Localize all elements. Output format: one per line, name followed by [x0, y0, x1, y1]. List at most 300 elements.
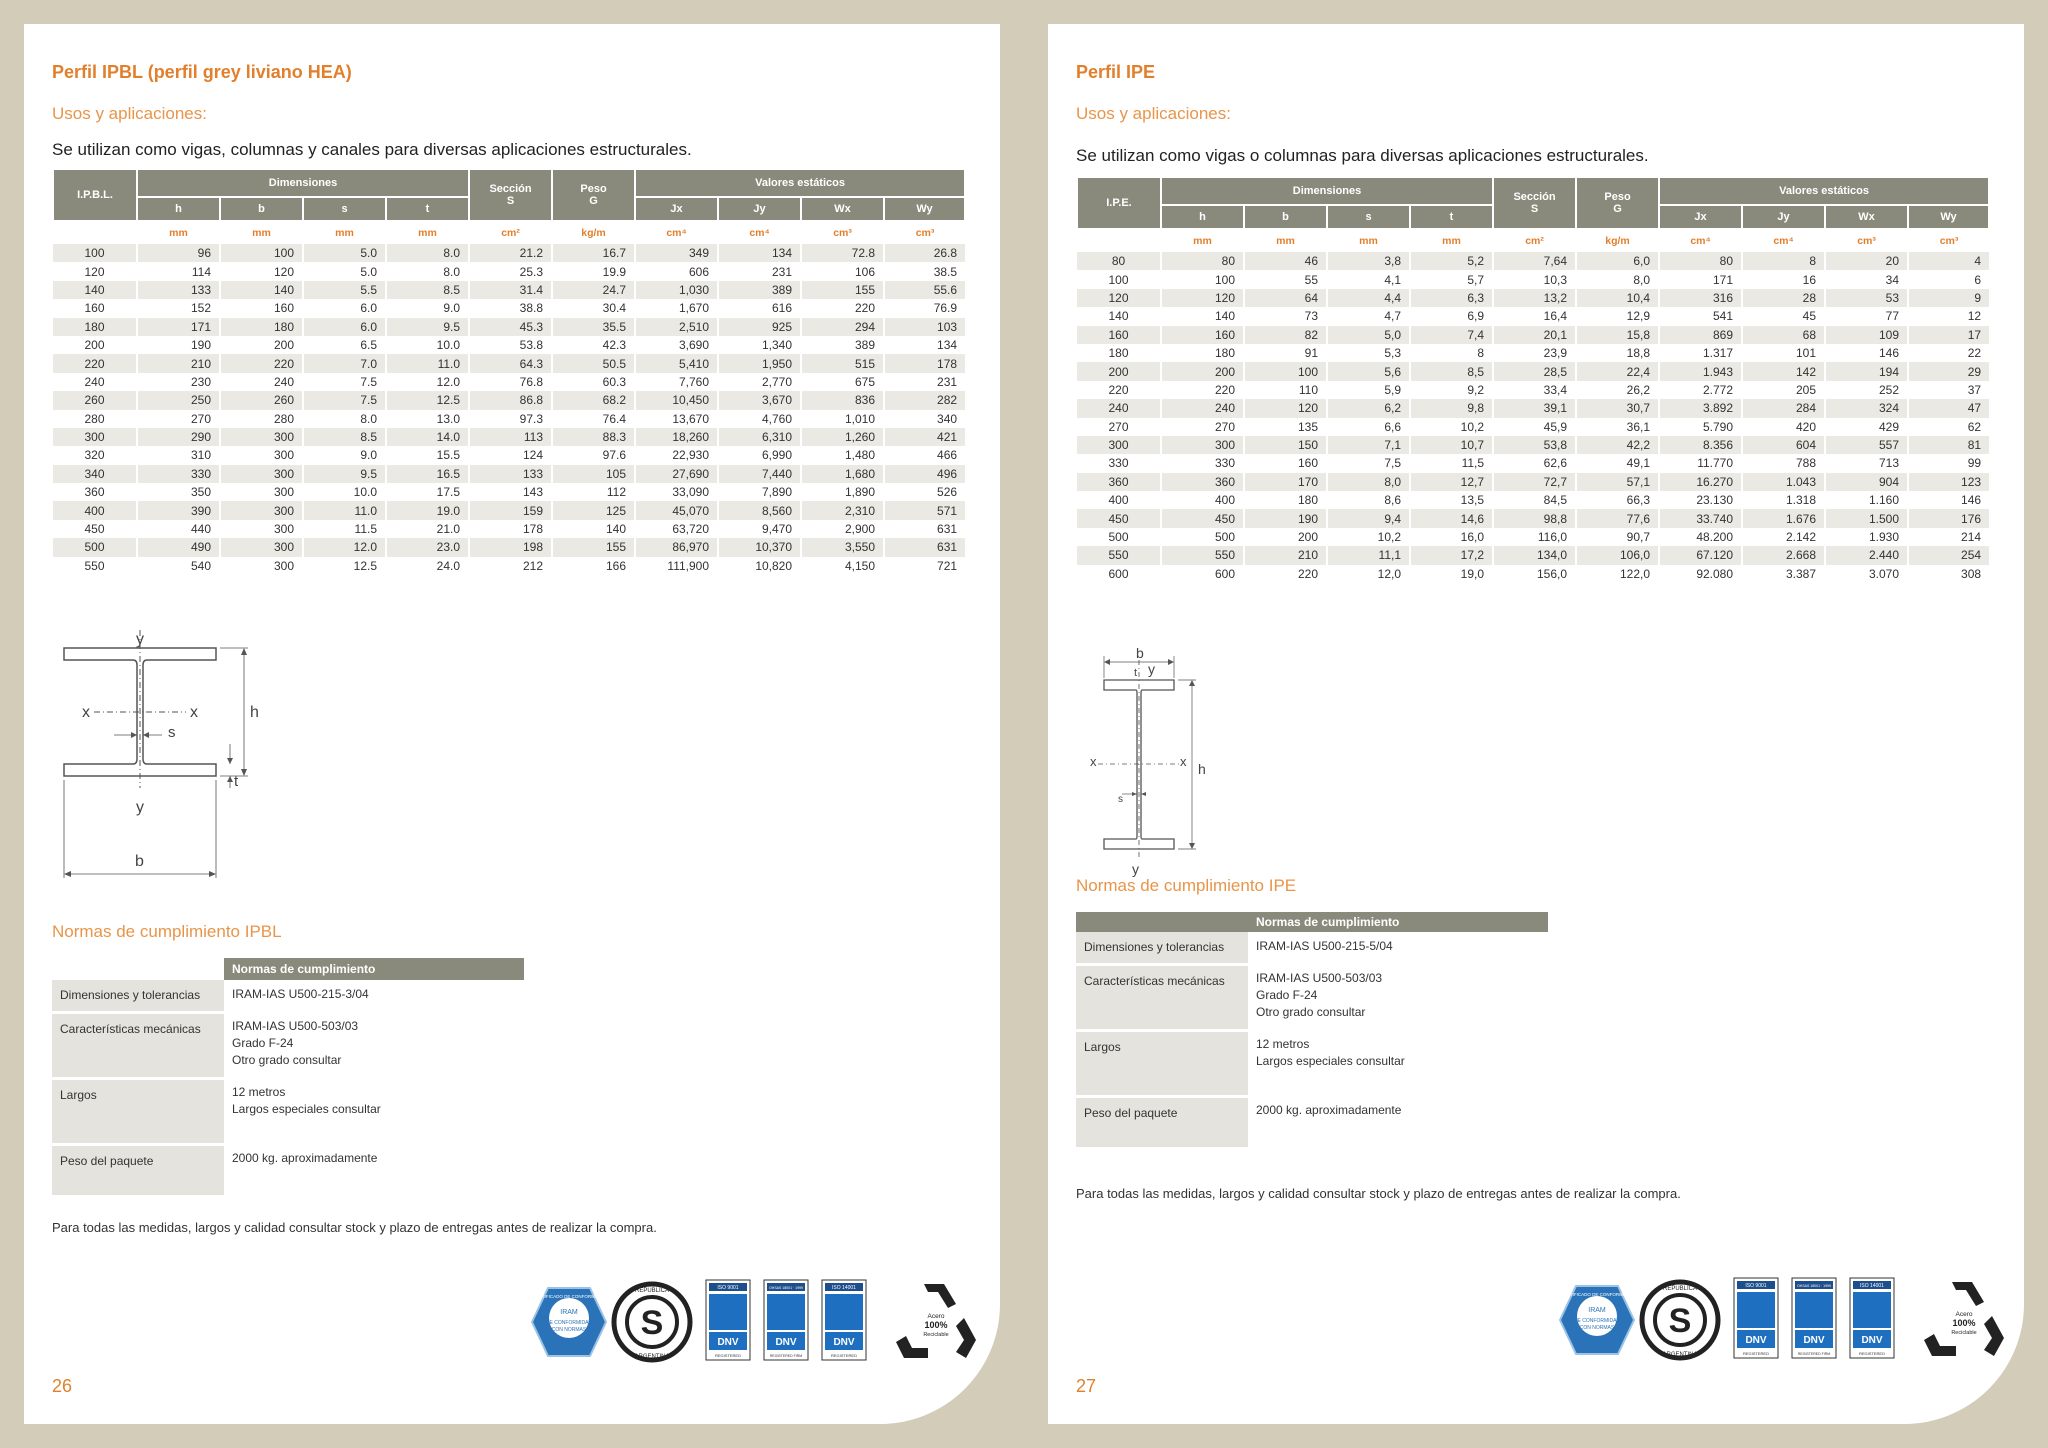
table-row — [1077, 546, 1989, 564]
table-cell: 90,7 — [1576, 528, 1659, 546]
table-cell: 53.8 — [469, 336, 552, 354]
table-cell: 11.0 — [386, 354, 469, 372]
table-cell: 440 — [137, 520, 220, 538]
table-cell: 10.0 — [303, 483, 386, 501]
table-cell: 8.5 — [303, 428, 386, 446]
dnv-iso14001-badge — [1850, 1278, 1894, 1358]
table-cell: 27,690 — [635, 465, 718, 483]
table-cell: 16.7 — [552, 244, 635, 262]
table-cell: 68 — [1742, 326, 1825, 344]
table-row — [1077, 289, 1989, 307]
norma-label: Características mecánicas — [1076, 964, 1248, 1030]
cert-logos — [1552, 1270, 2012, 1370]
col-wy: Wy — [1908, 205, 1989, 229]
svg-text:100%: 100% — [1952, 1318, 1976, 1328]
table-cell: 10.0 — [386, 336, 469, 354]
table-cell: 19,0 — [1410, 565, 1493, 583]
table-cell: 84,5 — [1493, 491, 1576, 509]
table-cell: 2.668 — [1742, 546, 1825, 564]
table-row — [53, 281, 965, 299]
table-cell: 631 — [884, 520, 965, 538]
table-cell: 310 — [137, 446, 220, 464]
table-cell: 190 — [137, 336, 220, 354]
table-cell: 490 — [137, 538, 220, 556]
ipbl-section-diagram — [44, 612, 314, 882]
table-cell: 97.3 — [469, 410, 552, 428]
table-cell: 300 — [220, 428, 303, 446]
svg-text:S: S — [1668, 1302, 1692, 1340]
table-cell: 57,1 — [1576, 473, 1659, 491]
table-cell: 925 — [718, 318, 801, 336]
dnv-iso14001-badge — [822, 1280, 866, 1360]
table-row — [53, 410, 965, 428]
table-cell: 7,440 — [718, 465, 801, 483]
table-cell: 6,3 — [1410, 289, 1493, 307]
table-cell: 92.080 — [1659, 565, 1742, 583]
table-cell: 109 — [1825, 326, 1908, 344]
table-cell: 1,950 — [718, 354, 801, 372]
table-cell: 77,6 — [1576, 509, 1659, 527]
table-cell: 140 — [1161, 307, 1244, 325]
table-row — [1077, 436, 1989, 454]
ipbl-table — [52, 168, 966, 575]
table-cell: 140 — [220, 281, 303, 299]
table-cell: 134 — [718, 244, 801, 262]
table-cell: 1,030 — [635, 281, 718, 299]
table-cell: 713 — [1825, 454, 1908, 472]
table-cell: 180 — [1108, 346, 1129, 361]
table-cell: 15.5 — [386, 446, 469, 464]
table-cell: 400 — [1108, 493, 1129, 508]
table-cell: 35.5 — [552, 318, 635, 336]
table-cell: 1,670 — [635, 299, 718, 317]
svg-text:Acero: Acero — [927, 1313, 945, 1320]
table-cell: 134 — [884, 336, 965, 354]
norma-value: IRAM-IAS U500-215-5/04 — [1256, 939, 1393, 953]
table-cell: 7,4 — [1410, 326, 1493, 344]
table-cell: 4,1 — [1327, 270, 1410, 288]
table-cell: 123 — [1908, 473, 1989, 491]
table-cell: 101 — [1742, 344, 1825, 362]
table-cell: 80 — [1077, 252, 1161, 270]
table-cell: 22,4 — [1576, 362, 1659, 380]
ipe-table — [1076, 176, 1990, 583]
table-cell: 19.9 — [552, 262, 635, 280]
table-cell: 349 — [635, 244, 718, 262]
table-cell: 12 — [1908, 307, 1989, 325]
table-cell: 73 — [1244, 307, 1327, 325]
table-cell: 390 — [137, 501, 220, 519]
table-cell: 1.943 — [1659, 362, 1742, 380]
table-cell: 100 — [220, 244, 303, 262]
table-cell: 11.5 — [303, 520, 386, 538]
col-s: s — [303, 197, 386, 221]
table-cell: 350 — [137, 483, 220, 501]
dnv-ohsas-badge — [1792, 1278, 1836, 1358]
table-cell: 500 — [1108, 530, 1129, 545]
table-cell: 39,1 — [1493, 399, 1576, 417]
table-cell: 18,260 — [635, 428, 718, 446]
table-cell: 429 — [1825, 418, 1908, 436]
table-cell: 2.142 — [1742, 528, 1825, 546]
table-cell: 3.892 — [1659, 399, 1742, 417]
table-row — [1077, 362, 1989, 380]
table-row — [53, 318, 965, 336]
table-cell: 6,990 — [718, 446, 801, 464]
table-cell: 103 — [884, 318, 965, 336]
table-cell: 496 — [884, 465, 965, 483]
table-cell: 13,670 — [635, 410, 718, 428]
svg-text:DNV: DNV — [775, 1337, 797, 1348]
col-b: b — [1244, 205, 1327, 229]
svg-text:DNV: DNV — [833, 1337, 855, 1348]
table-cell: 284 — [1742, 399, 1825, 417]
table-cell: 540 — [137, 557, 220, 575]
valores-header: Valores estáticos — [635, 169, 965, 197]
table-cell: 170 — [1244, 473, 1327, 491]
table-cell: 450 — [1077, 509, 1161, 527]
table-row — [53, 428, 965, 446]
svg-text:CERTIFICADO DE CONFORMIDAD: CERTIFICADO DE CONFORMIDAD — [1560, 1292, 1634, 1297]
table-cell: 220 — [1244, 565, 1327, 583]
table-row — [53, 538, 965, 556]
table-cell: 45,9 — [1493, 418, 1576, 436]
table-cell: 300 — [220, 483, 303, 501]
table-cell: 21.0 — [386, 520, 469, 538]
table-cell: 8,5 — [1410, 362, 1493, 380]
table-cell: 11,5 — [1410, 454, 1493, 472]
table-cell: 300 — [220, 520, 303, 538]
table-cell: 91 — [1244, 344, 1327, 362]
table-cell: 4 — [1908, 252, 1989, 270]
table-cell: 600 — [1161, 565, 1244, 583]
table-cell: 2.440 — [1825, 546, 1908, 564]
table-cell: 190 — [1244, 509, 1327, 527]
table-cell: 134,0 — [1493, 546, 1576, 564]
table-cell: 450 — [1161, 509, 1244, 527]
table-cell: 6,9 — [1410, 307, 1493, 325]
label-t: t — [234, 773, 239, 790]
table-cell: 20,1 — [1493, 326, 1576, 344]
table-cell: 2,510 — [635, 318, 718, 336]
table-cell: 240 — [220, 373, 303, 391]
dimensiones-header: Dimensiones — [1161, 177, 1493, 205]
table-row — [53, 557, 965, 575]
svg-text:Reciclable: Reciclable — [923, 1332, 949, 1338]
table-cell: 37 — [1908, 381, 1989, 399]
table-cell: 330 — [1161, 454, 1244, 472]
table-cell: 270 — [1108, 419, 1129, 434]
table-row — [1077, 326, 1989, 344]
seccion-header: Sección S — [469, 169, 552, 221]
col-jx: Jx — [1659, 205, 1742, 229]
table-cell: 60.3 — [552, 373, 635, 391]
col-jx: Jx — [635, 197, 718, 221]
table-cell: 316 — [1659, 289, 1742, 307]
table-cell: 220 — [53, 354, 137, 372]
table-row — [53, 446, 965, 464]
table-cell: 320 — [84, 448, 105, 463]
page-title: Perfil IPE — [1076, 62, 1156, 82]
table-cell: 12,7 — [1410, 473, 1493, 491]
table-cell: 155 — [552, 538, 635, 556]
table-cell: 500 — [53, 538, 137, 556]
col-wy: Wy — [884, 197, 965, 221]
table-cell: 10,2 — [1410, 418, 1493, 436]
table-cell: 290 — [137, 428, 220, 446]
table-cell: 9.5 — [303, 465, 386, 483]
table-cell: 4,150 — [801, 557, 884, 575]
label-y-top: y — [1148, 661, 1155, 677]
table-cell: 5,6 — [1327, 362, 1410, 380]
table-cell: 9,8 — [1410, 399, 1493, 417]
table-cell: 36,1 — [1576, 418, 1659, 436]
table-row — [53, 244, 965, 262]
table-cell: 100 — [1161, 270, 1244, 288]
table-cell: 220 — [801, 299, 884, 317]
table-cell: 10,370 — [718, 538, 801, 556]
norma-value: 2000 kg. aproximadamente — [1256, 1103, 1402, 1117]
table-cell: 500 — [1161, 528, 1244, 546]
table-cell: 21.2 — [469, 244, 552, 262]
table-cell: 220 — [1161, 381, 1244, 399]
table-cell: 166 — [552, 557, 635, 575]
page-title: Perfil IPBL (perfil grey liviano HEA) — [52, 62, 352, 82]
normas-header: Normas de cumplimiento — [1248, 912, 1548, 932]
table-cell: 160 — [1161, 326, 1244, 344]
table-cell: 24.7 — [552, 281, 635, 299]
table-cell: 7,5 — [1327, 454, 1410, 472]
table-cell: 240 — [84, 374, 105, 389]
table-cell: 4,7 — [1327, 307, 1410, 325]
table-row — [1077, 399, 1989, 417]
table-cell: 6.0 — [303, 299, 386, 317]
table-cell: 3,550 — [801, 538, 884, 556]
table-cell: 360 — [84, 485, 105, 500]
table-cell: 16,4 — [1493, 307, 1576, 325]
table-cell: 7.0 — [303, 354, 386, 372]
profile-col-header: I.P.E. — [1077, 177, 1161, 229]
table-cell: 5,410 — [635, 354, 718, 372]
label-h: h — [1198, 761, 1206, 777]
table-cell: 133 — [469, 465, 552, 483]
ipe-section-diagram — [1068, 638, 1268, 878]
table-cell: 146 — [1825, 344, 1908, 362]
table-cell: 49,1 — [1576, 454, 1659, 472]
table-cell: 5.790 — [1659, 418, 1742, 436]
table-cell: 194 — [1825, 362, 1908, 380]
table-cell: 260 — [53, 391, 137, 409]
peso-header: Peso G — [1576, 177, 1659, 229]
table-cell: 550 — [1077, 546, 1161, 564]
table-cell: 100 — [53, 244, 137, 262]
table-cell: 28 — [1742, 289, 1825, 307]
svg-text:ARGENTINA: ARGENTINA — [634, 1354, 670, 1360]
table-cell: 11.0 — [303, 501, 386, 519]
table-cell: 280 — [84, 411, 105, 426]
recycle-icon — [1924, 1282, 2004, 1356]
table-cell: 16,0 — [1410, 528, 1493, 546]
table-cell: 105 — [552, 465, 635, 483]
usos-heading: Usos y aplicaciones: — [1076, 104, 1231, 123]
table-cell: 231 — [884, 373, 965, 391]
norma-label: Largos — [52, 1078, 224, 1144]
table-cell: 6,310 — [718, 428, 801, 446]
table-row — [1077, 528, 1989, 546]
table-cell: 5.0 — [303, 262, 386, 280]
table-cell: 200 — [220, 336, 303, 354]
norma-label: Dimensiones y tolerancias — [1076, 932, 1248, 964]
table-cell: 340 — [884, 410, 965, 428]
units-row: mm mm mm mm cm² kg/m cm⁴ cm⁴ cm³ cm³ — [53, 221, 965, 244]
table-cell: 200 — [1244, 528, 1327, 546]
norma-label: Peso del paquete — [1076, 1096, 1248, 1148]
table-cell: 5,7 — [1410, 270, 1493, 288]
table-cell: 159 — [469, 501, 552, 519]
table-cell: 171 — [1659, 270, 1742, 288]
label-y-bottom: y — [1132, 861, 1139, 877]
table-cell: 42,2 — [1576, 436, 1659, 454]
svg-text:OHSAS 18001 · 1999: OHSAS 18001 · 1999 — [1797, 1284, 1831, 1288]
table-cell: 389 — [801, 336, 884, 354]
description: Se utilizan como vigas o columnas para diversas aplicaciones estructurales. — [1076, 146, 1649, 165]
units-row: mm mm mm mm cm² kg/m cm⁴ cm⁴ cm³ cm³ — [1077, 229, 1989, 252]
table-cell: 360 — [1161, 473, 1244, 491]
table-cell: 176 — [1908, 509, 1989, 527]
label-b: b — [135, 853, 144, 870]
norma-value: IRAM-IAS U500-503/03 Grado F-24 Otro grado consultar — [232, 1019, 359, 1067]
table-cell: 420 — [1742, 418, 1825, 436]
table-cell: 606 — [635, 262, 718, 280]
table-cell: 5.5 — [303, 281, 386, 299]
table-cell: 20 — [1825, 252, 1908, 270]
table-row — [1077, 307, 1989, 325]
table-cell: 360 — [1077, 473, 1161, 491]
table-cell: 212 — [469, 557, 552, 575]
table-cell: 10,7 — [1410, 436, 1493, 454]
normas-table — [1076, 912, 1548, 1150]
table-cell: 300 — [220, 538, 303, 556]
table-cell: 86,970 — [635, 538, 718, 556]
svg-text:CON NORMAS: CON NORMAS — [1579, 1325, 1615, 1331]
svg-text:CON NORMAS: CON NORMAS — [551, 1327, 587, 1333]
table-cell: 97.6 — [552, 446, 635, 464]
table-cell: 76.8 — [469, 373, 552, 391]
profile-col-header: I.P.B.L. — [53, 169, 137, 221]
table-cell: 26.8 — [884, 244, 965, 262]
svg-text:ARGENTINA: ARGENTINA — [1662, 1352, 1698, 1358]
disclaimer-note: Para todas las medidas, largos y calidad consultar stock y plazo de entregas antes de realizar la compra. — [1076, 1186, 1681, 1201]
table-cell: 550 — [84, 558, 105, 573]
table-cell: 12.5 — [303, 557, 386, 575]
table-cell: 7.5 — [303, 391, 386, 409]
table-cell: 2,770 — [718, 373, 801, 391]
table-cell: 330 — [1108, 456, 1129, 471]
table-row — [53, 373, 965, 391]
table-cell: 45,070 — [635, 501, 718, 519]
table-cell: 76.9 — [884, 299, 965, 317]
peso-header: Peso G — [552, 169, 635, 221]
table-cell: 308 — [1908, 565, 1989, 583]
svg-text:Acero: Acero — [1955, 1311, 1973, 1318]
table-cell: 120 — [1244, 399, 1327, 417]
label-y-top: y — [136, 631, 144, 648]
table-cell: 160 — [1244, 454, 1327, 472]
table-cell: 214 — [1908, 528, 1989, 546]
table-cell: 230 — [137, 373, 220, 391]
table-cell: 63,720 — [635, 520, 718, 538]
table-cell: 17 — [1908, 326, 1989, 344]
table-cell: 45 — [1742, 307, 1825, 325]
table-cell: 114 — [137, 262, 220, 280]
table-cell: 526 — [884, 483, 965, 501]
table-cell: 3,8 — [1327, 252, 1410, 270]
table-cell: 180 — [220, 318, 303, 336]
table-cell: 571 — [884, 501, 965, 519]
table-cell: 9.5 — [386, 318, 469, 336]
table-cell: 24.0 — [386, 557, 469, 575]
table-cell: 17.5 — [386, 483, 469, 501]
table-cell: 80 — [1659, 252, 1742, 270]
table-cell: 14.0 — [386, 428, 469, 446]
table-cell: 15,8 — [1576, 326, 1659, 344]
page-number: 26 — [52, 1376, 73, 1396]
table-row — [1077, 454, 1989, 472]
table-cell: 466 — [884, 446, 965, 464]
usos-heading: Usos y aplicaciones: — [52, 104, 207, 123]
table-row — [1077, 270, 1989, 288]
dnv-iso9001-badge — [1734, 1278, 1778, 1358]
table-cell: 143 — [469, 483, 552, 501]
table-cell: 88.3 — [552, 428, 635, 446]
table-cell: 8.0 — [386, 262, 469, 280]
table-cell: 300 — [220, 446, 303, 464]
table-cell: 45.3 — [469, 318, 552, 336]
label-h: h — [250, 704, 259, 721]
label-x-right: x — [1180, 754, 1187, 769]
table-row — [53, 391, 965, 409]
table-cell: 113 — [469, 428, 552, 446]
table-cell: 23.130 — [1659, 491, 1742, 509]
table-cell: 11,1 — [1327, 546, 1410, 564]
svg-text:DE CONFORMIDAD: DE CONFORMIDAD — [1573, 1318, 1621, 1324]
table-cell: 12,0 — [1327, 565, 1410, 583]
table-cell: 904 — [1825, 473, 1908, 491]
table-cell: 96 — [137, 244, 220, 262]
col-t: t — [386, 197, 469, 221]
table-row — [1077, 565, 1989, 583]
seal-s-logo — [614, 1284, 690, 1360]
svg-text:REPUBLICA: REPUBLICA — [1662, 1286, 1698, 1292]
table-cell: 135 — [1244, 418, 1327, 436]
table-cell: 300 — [1077, 436, 1161, 454]
table-cell: 120 — [220, 262, 303, 280]
table-cell: 400 — [1161, 491, 1244, 509]
table-cell: 4,760 — [718, 410, 801, 428]
table-cell: 616 — [718, 299, 801, 317]
table-cell: 8,0 — [1576, 270, 1659, 288]
table-cell: 8,0 — [1327, 473, 1410, 491]
table-cell: 254 — [1908, 546, 1989, 564]
label-y-bottom: y — [136, 799, 144, 816]
table-cell: 3,670 — [718, 391, 801, 409]
table-cell: 62 — [1908, 418, 1989, 436]
norma-value: IRAM-IAS U500-215-3/04 — [232, 987, 369, 1001]
table-cell: 38.5 — [884, 262, 965, 280]
table-row — [1077, 381, 1989, 399]
table-cell: 5,3 — [1327, 344, 1410, 362]
normas-heading: Normas de cumplimiento IPBL — [52, 922, 282, 941]
